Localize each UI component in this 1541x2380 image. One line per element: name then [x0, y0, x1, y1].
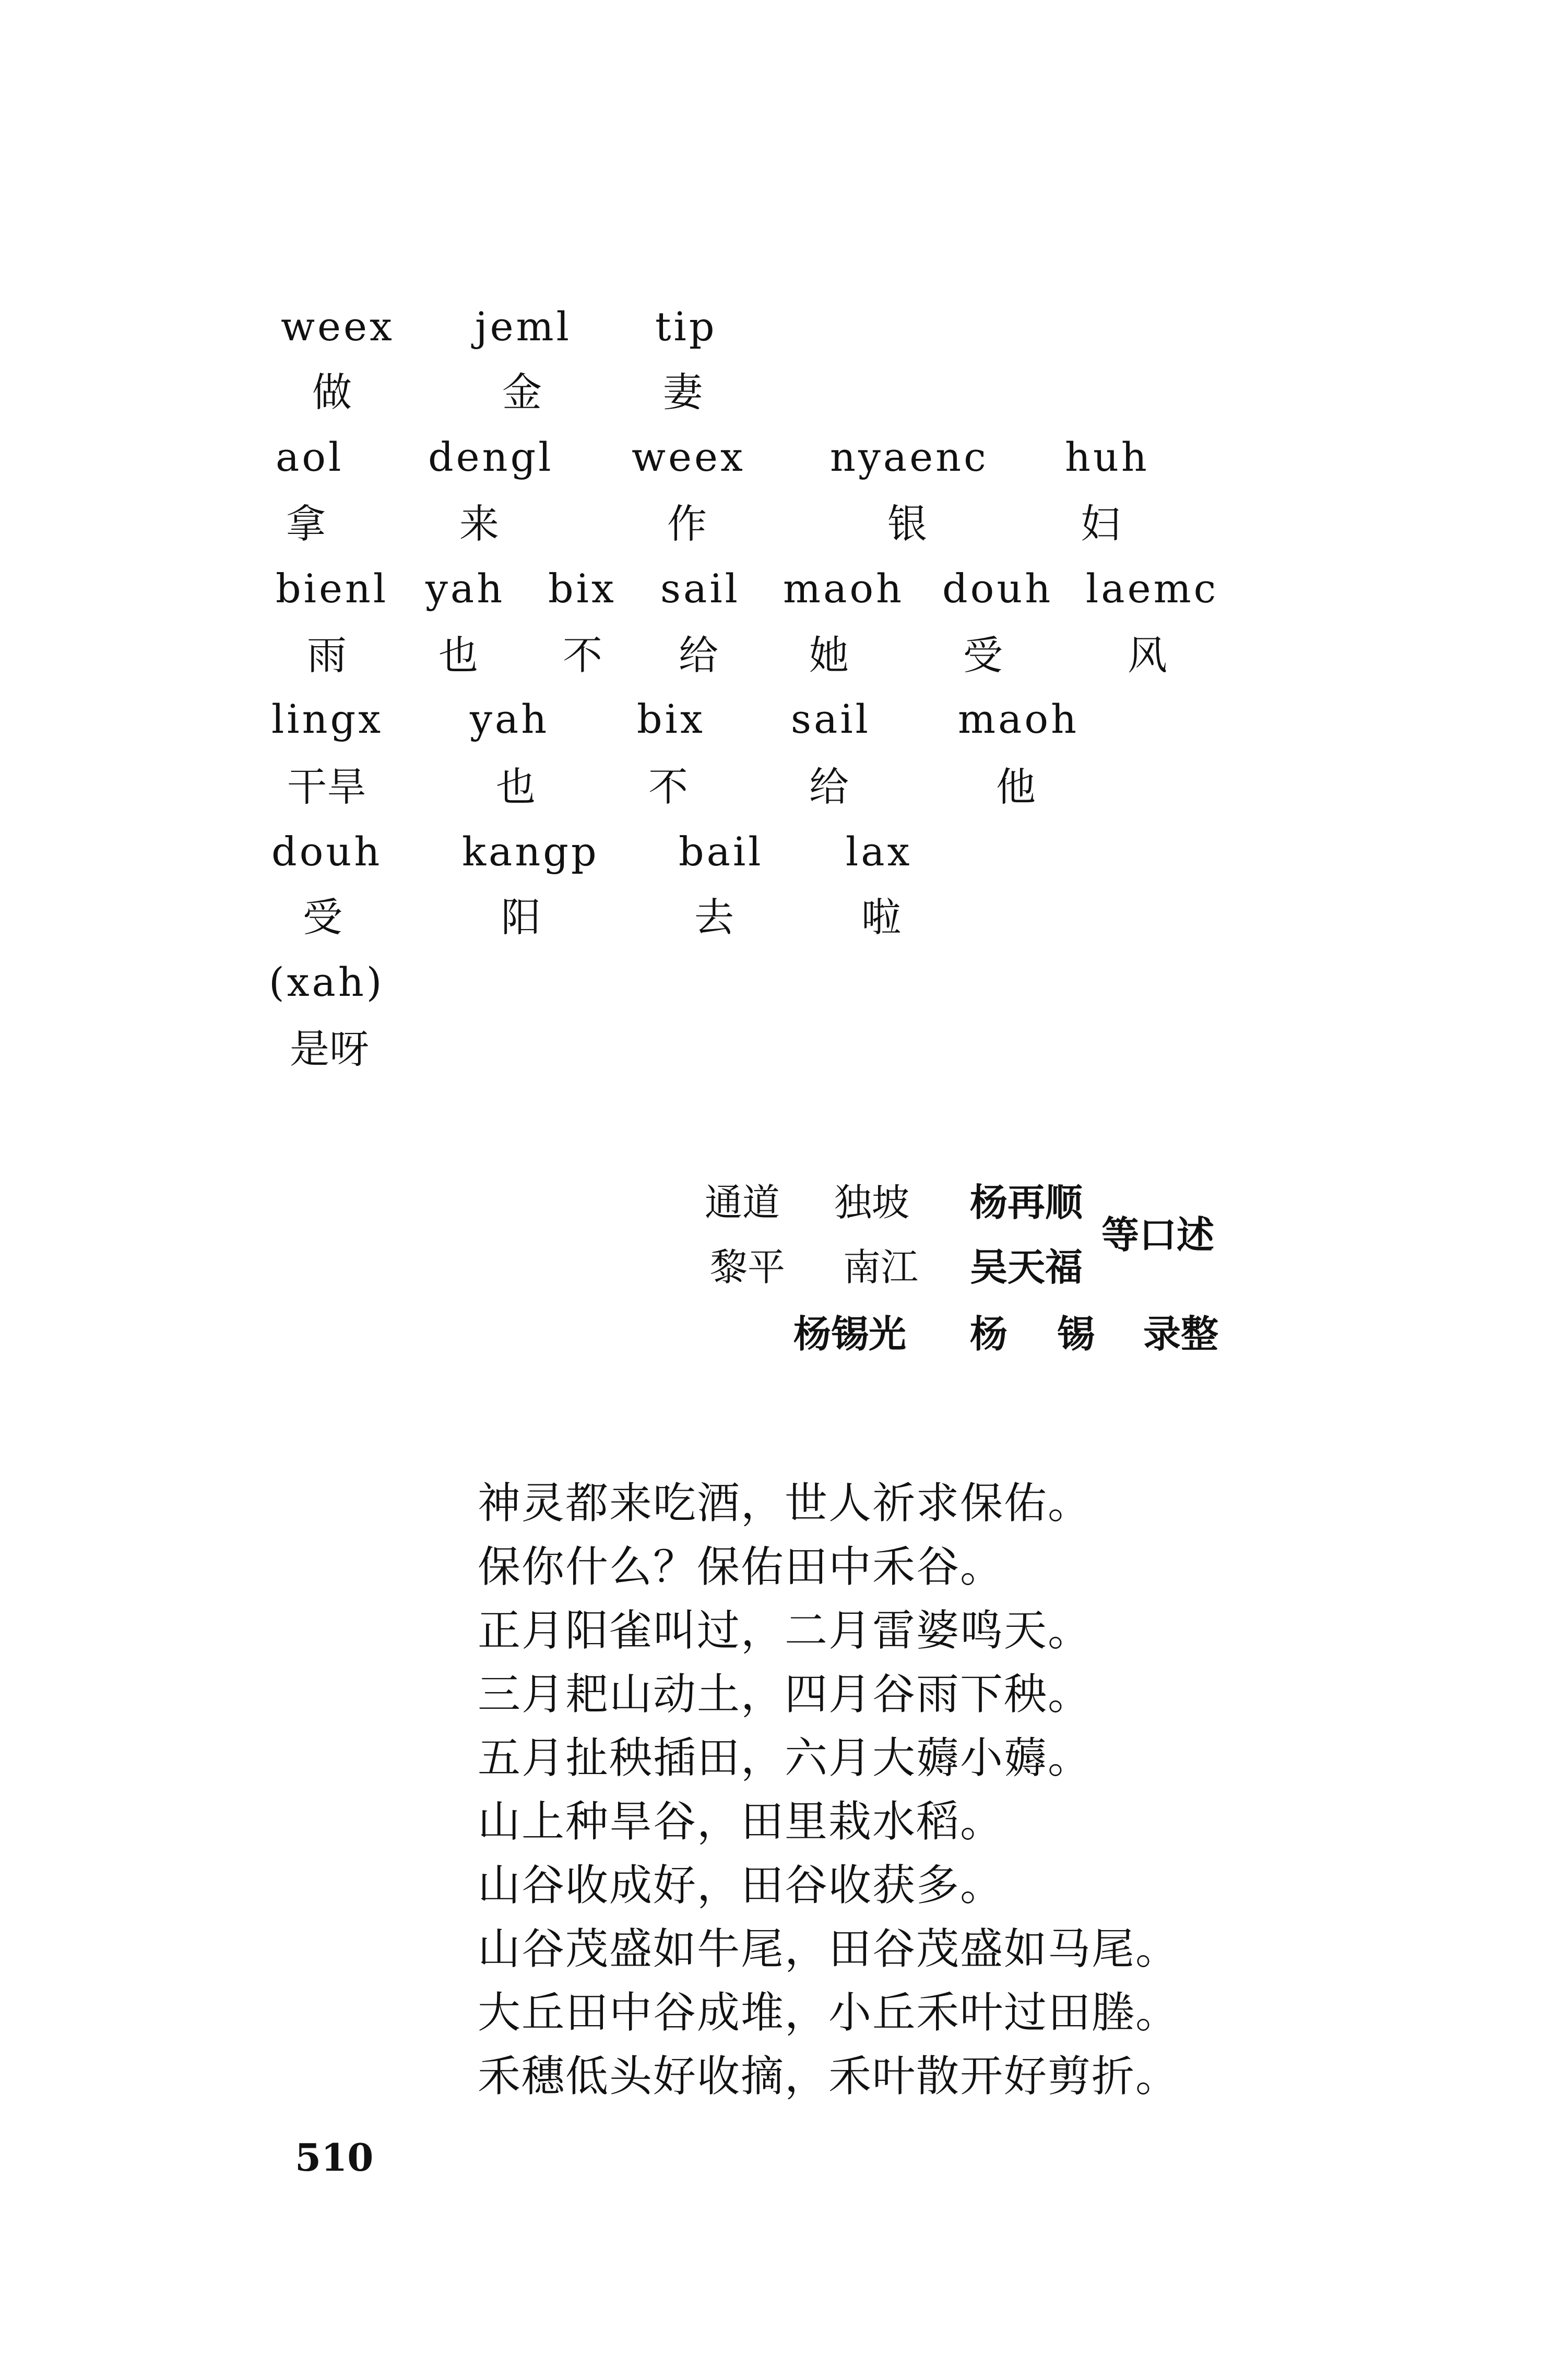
- gloss-word: 受: [303, 894, 342, 941]
- credit-person: 吴天福: [970, 1245, 1083, 1289]
- gloss-word: 给: [809, 764, 849, 810]
- romanized-word: sail: [791, 696, 871, 742]
- poem-line: 正月阳雀叫过，二月雷婆鸣天。: [478, 1606, 1092, 1656]
- credit-place: 黎平: [710, 1245, 786, 1289]
- credit-role: 录整: [1143, 1312, 1219, 1356]
- romanized-word: douh: [942, 565, 1053, 612]
- romanized-word: yah: [470, 696, 550, 742]
- gloss-word: 拿: [286, 501, 326, 547]
- credit-place: 独坡: [834, 1181, 910, 1224]
- credit-person: 锡: [1057, 1312, 1095, 1356]
- gloss-word: 雨: [307, 632, 347, 679]
- romanized-word: laemc: [1086, 565, 1219, 612]
- credit-place: 通道: [705, 1181, 780, 1224]
- romanized-word: yah: [425, 565, 505, 612]
- gloss-word: 不: [648, 764, 688, 810]
- romanized-word: aol: [276, 434, 344, 480]
- gloss-word: 他: [996, 764, 1036, 810]
- romanized-word: huh: [1065, 434, 1149, 480]
- credit-place: 南江: [843, 1245, 919, 1289]
- gloss-word: 不: [563, 632, 602, 679]
- credit-person: 杨锡光: [793, 1312, 907, 1356]
- gloss-word: 做: [312, 369, 352, 415]
- romanized-word: lingx: [271, 696, 384, 742]
- romanized-word: bienl: [276, 565, 389, 612]
- romanized-word: weex: [281, 303, 395, 350]
- romanized-word: nyaenc: [830, 434, 989, 480]
- poem-line: 保你什么？保佑田中禾谷。: [478, 1542, 1004, 1592]
- poem-line: 大丘田中谷成堆，小丘禾叶过田塍。: [478, 1988, 1180, 2038]
- credit-person: 杨再顺: [970, 1181, 1083, 1224]
- poem-line: 山谷收成好，田谷收获多。: [478, 1861, 1004, 1910]
- credit-person: 杨: [970, 1312, 1008, 1356]
- gloss-word: 妇: [1081, 501, 1120, 547]
- romanized-word: dengl: [428, 434, 554, 480]
- romanized-word: bix: [637, 696, 705, 742]
- poem-line: 五月扯秧插田，六月大薅小薅。: [478, 1733, 1092, 1783]
- poem-line: 三月耙山动土，四月谷雨下秧。: [478, 1670, 1092, 1719]
- gloss-word: 她: [809, 632, 849, 679]
- gloss-word: 阳: [501, 894, 541, 941]
- gloss-word: 风: [1128, 632, 1167, 679]
- romanized-word: tip: [655, 303, 717, 350]
- romanized-word: lax: [846, 828, 912, 875]
- gloss-word: 受: [963, 632, 1003, 679]
- gloss-word: 银: [887, 501, 927, 547]
- gloss-word: 去: [694, 894, 734, 941]
- poem-line: 禾穗低头好收摘，禾叶散开好剪折。: [478, 2052, 1180, 2101]
- romanized-word: jeml: [475, 303, 572, 350]
- romanized-word: bail: [679, 828, 764, 875]
- gloss-word: 作: [667, 501, 707, 547]
- romanized-word: weex: [632, 434, 745, 480]
- romanized-word: (xah): [269, 959, 385, 1005]
- romanized-word: douh: [271, 828, 383, 875]
- poem-line: 山谷茂盛如牛尾，田谷茂盛如马尾。: [478, 1924, 1180, 1974]
- page-number: 510: [295, 2135, 374, 2180]
- romanized-word: kangp: [462, 828, 599, 875]
- credit-oral-label: 等口述: [1101, 1213, 1215, 1257]
- gloss-word: 啦: [861, 894, 901, 941]
- poem-line: 神灵都来吃酒，世人祈求保佑。: [478, 1479, 1092, 1528]
- gloss-word: 来: [459, 501, 499, 547]
- gloss-word: 干旱: [287, 764, 366, 810]
- gloss-word: 给: [679, 632, 718, 679]
- gloss-word: 妻: [663, 369, 703, 415]
- romanized-word: maoh: [783, 565, 905, 612]
- romanized-word: maoh: [958, 696, 1080, 742]
- gloss-word: 也: [438, 632, 478, 679]
- romanized-word: sail: [660, 565, 740, 612]
- gloss-word: 金: [502, 369, 542, 415]
- romanized-word: bix: [548, 565, 617, 612]
- gloss-word: 是呀: [290, 1026, 369, 1072]
- poem-line: 山上种旱谷，田里栽水稻。: [478, 1797, 1004, 1847]
- gloss-word: 也: [496, 764, 536, 810]
